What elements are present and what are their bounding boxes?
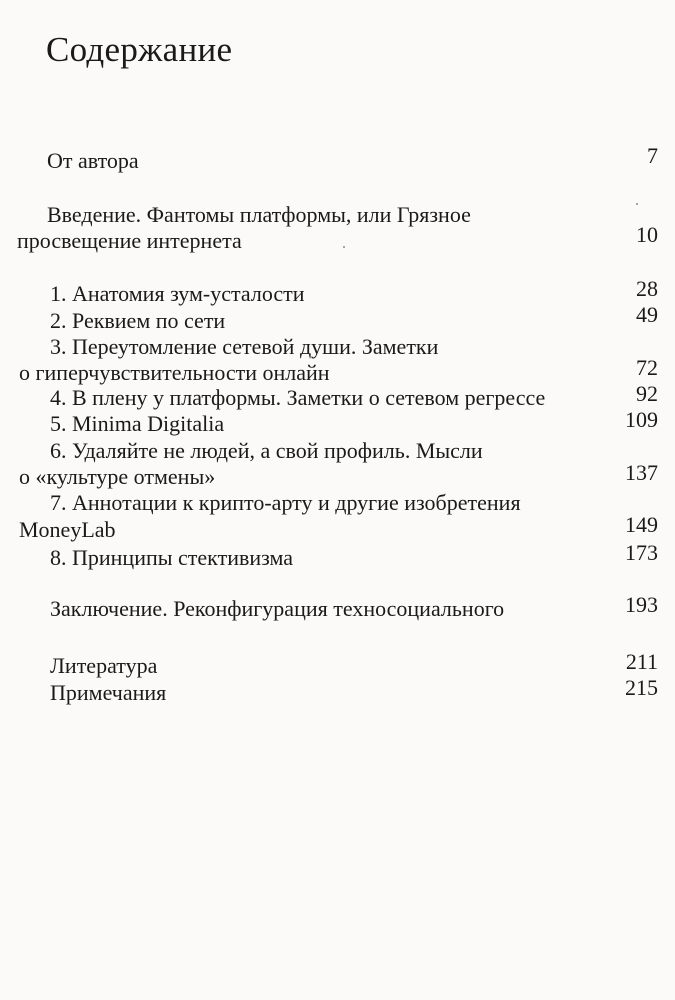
toc-entry-ch8: 8. Принципы стективизма xyxy=(50,545,294,570)
toc-entry-ch6-line1: 6. Удаляйте не людей, а свой профиль. Мысли xyxy=(50,438,483,463)
toc-entry-notes: Примечания xyxy=(50,680,167,705)
toc-page-ch6: 137 xyxy=(625,460,658,485)
toc-page-literature: 211 xyxy=(625,649,658,674)
toc-page-ch1: 28 xyxy=(636,276,658,301)
toc-entry-intro-line2: просвещение интернета xyxy=(17,228,242,253)
toc-entry-ch6-line2: о «культуре отмены» xyxy=(19,464,216,489)
toc-entry-ch7-line1: 7. Аннотации к крипто-арту и другие изобретения xyxy=(50,490,521,515)
toc-page-notes: 215 xyxy=(625,675,658,700)
toc-entry-author: От автора xyxy=(47,148,139,173)
toc-entry-ch2: 2. Реквием по сети xyxy=(50,308,226,333)
toc-page-ch8: 173 xyxy=(625,540,658,565)
page-title: Содержание xyxy=(46,30,233,69)
toc-entry-ch3-line2: о гиперчувствительности онлайн xyxy=(19,360,330,385)
toc-entry-ch7-line2: MoneyLab xyxy=(19,517,116,542)
toc-entry-ch4: 4. В плену у платформы. Заметки о сетевом регрессе xyxy=(50,385,546,410)
toc-page-ch3: 72 xyxy=(636,355,658,380)
toc-page-ch2: 49 xyxy=(636,302,658,327)
toc-entry-ch1: 1. Анатомия зум-усталости xyxy=(50,281,305,306)
toc-page-ch4: 92 xyxy=(636,381,658,406)
paper-speck xyxy=(343,246,345,248)
toc-entry-ch3-line1: 3. Переутомление сетевой души. Заметки xyxy=(50,334,439,359)
toc-page-conclusion: 193 xyxy=(625,592,658,617)
paper-speck xyxy=(636,203,638,205)
toc-page-ch7: 149 xyxy=(625,512,658,537)
toc-page-intro: 10 xyxy=(636,222,658,247)
toc-entry-intro-line1: Введение. Фантомы платформы, или Грязное xyxy=(47,202,471,227)
toc-entry-conclusion: Заключение. Реконфигурация техносоциального xyxy=(50,596,505,621)
toc-entry-literature: Литература xyxy=(50,653,158,678)
toc-page-author: 7 xyxy=(647,143,658,168)
toc-page-ch5: 109 xyxy=(625,407,658,432)
toc-entry-ch5: 5. Minima Digitalia xyxy=(50,411,225,436)
